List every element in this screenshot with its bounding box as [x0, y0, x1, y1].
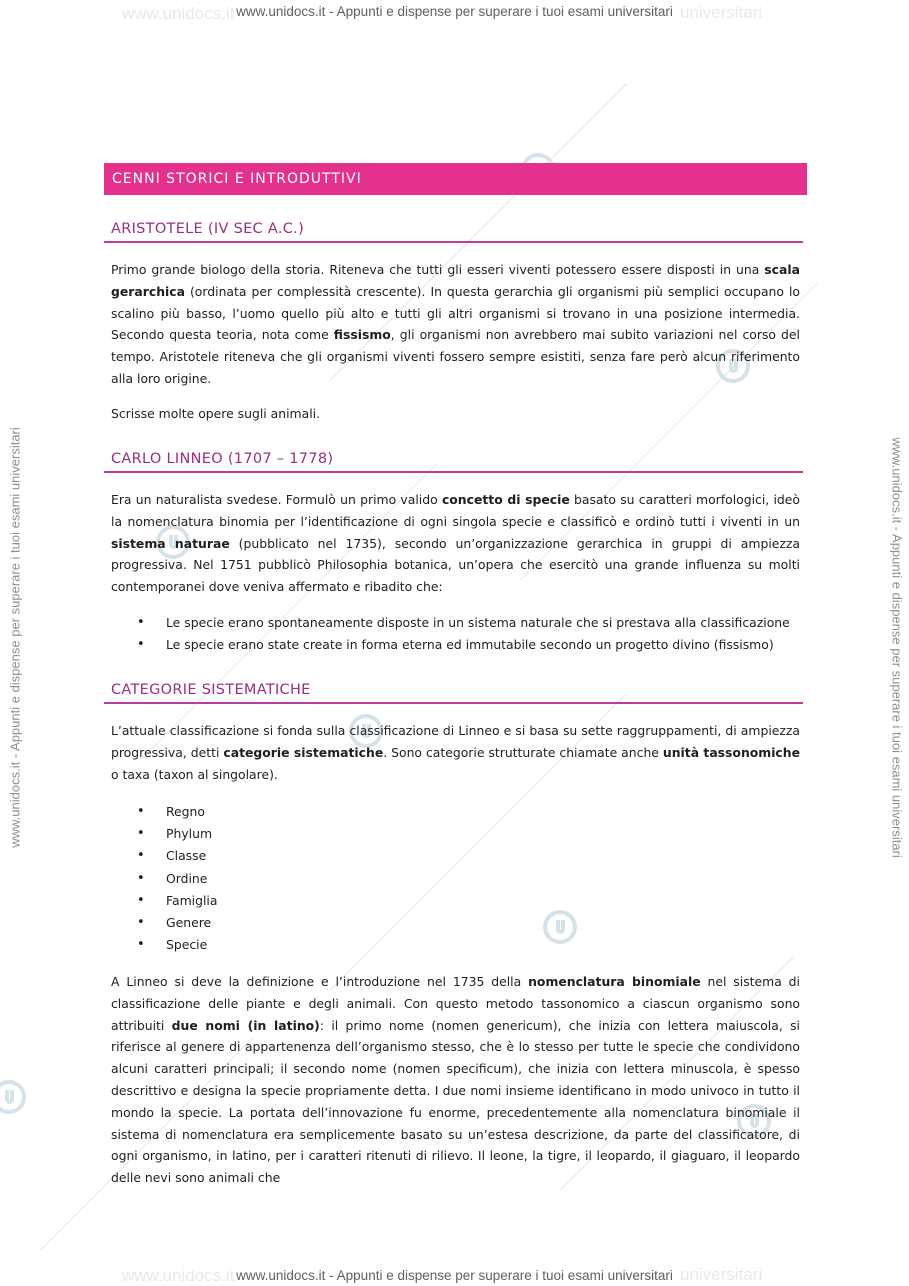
watermark-bottom: www.unidocs.it - Appunti e dispense per superare i tuoi esami universitari: [236, 1268, 673, 1283]
watermark-top: www.unidocs.it - Appunti e dispense per superare i tuoi esami universitari: [236, 4, 673, 19]
watermark-ghost-top-left: www.unidocs.it: [122, 4, 235, 23]
paragraph-aristotele-opere: Scrisse molte opere sugli animali.: [111, 406, 321, 421]
paragraph-aristotele: Primo grande biologo della storia. Riteneva che tutti gli esseri viventi potessero essere disposti in una scala gerarchica (ordinata per complessità crescente). In questa gerarchia gli organismi più semplici occupano lo scalino più basso, l’uomo quello più alto e tutti gli altri organismi si trovano in una posizione intermedia. Secondo questa teoria, nota come fissismo, gli organismi non avrebbero mai subito variazioni nel corso del tempo. Aristotele riteneva che gli organismi viventi fossero sempre esistiti, senza fare però alcun riferimento alla loro origine.: [111, 262, 800, 386]
watermark-side-left: www.unidocs.it - Appunti e dispense per superare i tuoi esami universitari: [7, 427, 23, 848]
list-categorie: [111, 801, 800, 956]
bold-term: scala gerarchica: [111, 262, 800, 299]
heading-linneo: CARLO LINNEO (1707 – 1778): [104, 451, 803, 473]
watermark-ghost-top-right: universitari: [680, 3, 763, 22]
bold-term: nomenclatura binomiale: [528, 974, 701, 989]
bold-term: due nomi (in latino): [171, 1017, 320, 1033]
bold-term: fissismo: [333, 327, 391, 343]
section-banner: CENNI STORICI E INTRODUTTIVI: [104, 163, 807, 195]
heading-aristotele: ARISTOTELE (IV SEC A.C.): [104, 221, 803, 243]
list-item: • Genere: [111, 912, 800, 934]
watermark-ghost-bottom-left: www.unidocs.it: [122, 1266, 235, 1285]
list-item: • Classe: [111, 845, 800, 867]
list-item: • Ordine: [111, 868, 800, 890]
bold-term: sistema naturae: [111, 535, 230, 551]
list-item: • Specie: [111, 934, 800, 956]
list-item: • Famiglia: [111, 890, 800, 912]
watermark-ghost-bottom-right: universitari: [680, 1265, 763, 1284]
bold-term: categorie sistematiche: [223, 744, 384, 760]
watermark-side-right: www.unidocs.it - Appunti e dispense per superare i tuoi esami universitari: [889, 437, 905, 858]
list-item: • Phylum: [111, 823, 800, 845]
list-item: • Le specie erano spontaneamente disposte in un sistema naturale che si prestava alla classificazione: [111, 612, 800, 634]
list-item: • Le specie erano state create in forma eterna ed immutabile secondo un progetto divino (fissismo): [111, 634, 800, 656]
list-linneo: [111, 612, 800, 656]
heading-categorie: CATEGORIE SISTEMATICHE: [104, 682, 803, 704]
paragraph-nomenclatura: A Linneo si deve la definizione e l’introduzione nel 1735 della nomenclatura binomiale nel sistema di classificazione delle piante e degli animali. Con questo metodo tassonomico a ciascun organismo sono attribuiti due nomi (in latino): il primo nome (nomen genericum), che inizia con lettera maiuscola, si riferisce al genere di appartenenza dell’organismo stesso, che è lo stesso per tutte le specie che condividono alcuni caratteri principali; il secondo nome (nomen specificum), che inizia con lettera minuscola, è spesso descrittivo e designa la specie propriamente detta. I due nomi insieme identificano in modo univoco in tutto il mondo la specie. La portata dell’innovazione fu enorme, precedentemente alla nomenclatura binomiale il sistema di nomenclatura era semplicemente basato su un’estesa descrizione, da parte del classificatore, di ogni organismo, in latino, per i caratteri ritenuti di rilievo. Il leone, la tigre, il leopardo, il giaguaro, il leopardo delle nevi sono animali che: [111, 974, 800, 1186]
bold-term: unità tassonomiche: [662, 744, 801, 760]
paragraph-linneo: Era un naturalista svedese. Formulò un primo valido concetto di specie basato su caratteri morfologici, ideò la nomenclatura binomia per l’identificazione di ogni singola specie e classificò e ordinò tutti i viventi in un sistema naturae (pubblicato nel 1735), secondo un’organizzazione gerarchica in gruppi di ampiezza progressiva. Nel 1751 pubblicò Philosophia botanica, un’opera che esercitò una grande influenza su molti contemporanei dove veniva affermato e ribadito che:: [111, 492, 800, 595]
bold-term: concetto di specie: [441, 492, 570, 507]
unidocs-logo-icon: [0, 1080, 26, 1114]
list-item: • Regno: [111, 801, 800, 823]
paragraph-categorie: L’attuale classificazione si fonda sulla classificazione di Linneo e si basa su sette raggruppamenti, di ampiezza progressiva, detti categorie sistematiche. Sono categorie strutturate chiamate anche unità tassonomiche o taxa (taxon al singolare).: [111, 723, 801, 782]
